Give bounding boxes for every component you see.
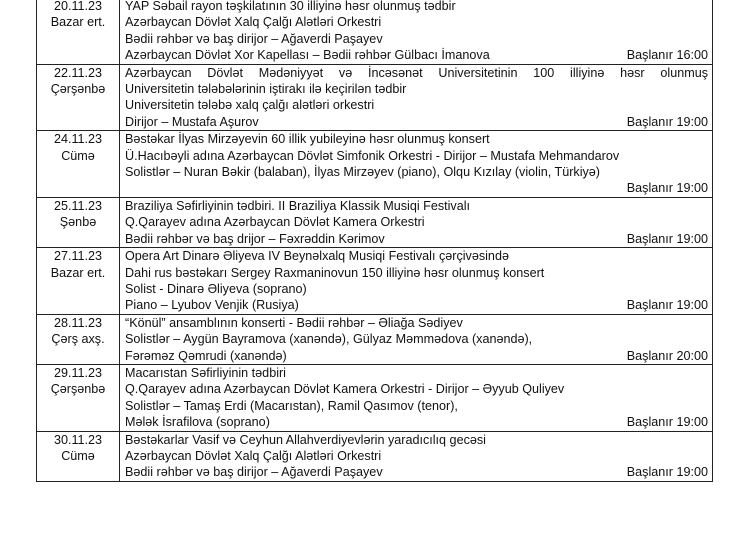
event-date: 25.11.23	[53, 198, 103, 213]
event-weekday: Bazar ert.	[50, 265, 106, 280]
date-cell	[37, 364, 120, 431]
event-line: Universitetin tələbələrinin iştirakı ilə keçirilən tədbir	[125, 82, 407, 97]
date-cell	[37, 0, 120, 64]
concert-schedule-table	[36, 0, 713, 482]
event-last-line	[125, 348, 708, 364]
event-line: Bədii rəhbər və baş drijor – Fəxrəddin Kərimov	[125, 231, 385, 246]
date-cell	[37, 431, 120, 481]
event-line: Azərbaycan Dövlət Xor Kapellası – Bədii rəhbər Gülbacı İmanova	[125, 48, 490, 63]
start-time: Başlanır 19:00	[626, 465, 708, 480]
event-cell	[120, 64, 713, 131]
event-line: Q.Qarayev adına Azərbaycan Dövlət Kamera Orkestri - Dirijor – Əyyub Quliyev	[125, 382, 565, 397]
start-time: Başlanır 20:00	[626, 348, 708, 363]
event-last-line	[125, 47, 708, 63]
event-line: Solist - Dinarə Əliyeva (soprano)	[125, 281, 307, 296]
event-cell	[120, 197, 713, 247]
table-row	[37, 431, 713, 481]
start-time: Başlanır 16:00	[626, 48, 708, 63]
event-date: 24.11.23	[53, 132, 103, 147]
table-row	[37, 364, 713, 431]
date-cell	[37, 64, 120, 131]
event-weekday: Şənbə	[59, 215, 97, 230]
event-line: Ü.Hacıbəyli adına Azərbaycan Dövlət Simfonik Orkestri - Dirijor – Mustafa Mehmandarov	[125, 148, 620, 163]
event-date: 29.11.23	[53, 365, 103, 380]
event-line: YAP Səbail rayon təşkilatının 30 illiyinə həsr olunmuş tədbir	[125, 0, 456, 13]
event-last-line	[125, 297, 708, 313]
table-row	[37, 314, 713, 364]
event-line: Q.Qarayev adına Azərbaycan Dövlət Kamera Orkestri	[125, 215, 425, 230]
event-line: Solistlər – Nuran Bəkir (balaban), İlyas Mirzəyev (piano), Olqu Kızılay (violin, Türkiyə)	[125, 165, 601, 180]
event-line: Mələk İsrafilova (soprano)	[125, 415, 270, 430]
event-date: 20.11.23	[53, 0, 103, 13]
event-last-line	[125, 231, 708, 247]
event-line: Solistlər – Tamaş Erdi (Macarıstan), Ramil Qasımov (tenor),	[125, 398, 458, 413]
event-date: 30.11.23	[53, 432, 103, 447]
event-last-line	[125, 114, 708, 130]
event-line: Bəstəkarlar Vasif və Ceyhun Allahverdiyevlərin yaradıcılıq gecəsi	[125, 432, 486, 447]
table-row	[37, 248, 713, 315]
event-last-line	[125, 464, 708, 480]
event-weekday: Cümə	[61, 448, 95, 463]
event-line: Bədii rəhbər və baş dirijor – Ağaverdi Paşayev	[125, 465, 383, 480]
event-cell	[120, 0, 713, 64]
date-cell	[37, 197, 120, 247]
date-cell	[37, 248, 120, 315]
event-cell	[120, 431, 713, 481]
event-last-line	[125, 414, 708, 430]
event-weekday: Bazar ert.	[50, 15, 106, 30]
event-line: Azərbaycan Dövlət Xalq Çalğı Alətləri Orkestri	[125, 15, 382, 30]
start-time: Başlanır 19:00	[626, 231, 708, 246]
event-line: Piano – Lyubov Venjik (Rusiya)	[125, 298, 299, 313]
start-time: Başlanır 19:00	[626, 298, 708, 313]
event-line: Solistlər – Aygün Bayramova (xanəndə), Gülyaz Məmmədova (xanəndə),	[125, 332, 533, 347]
date-cell	[37, 314, 120, 364]
event-date: 27.11.23	[53, 249, 103, 264]
event-cell	[120, 248, 713, 315]
event-line: Bəstəkar İlyas Mirzəyevin 60 illik yubileyinə həsr olunmuş konsert	[125, 132, 490, 147]
event-line: Macarıstan Səfirliyinin tədbiri	[125, 365, 286, 380]
event-date: 28.11.23	[53, 315, 103, 330]
event-cell	[120, 364, 713, 431]
event-line: Bədii rəhbər və baş dirijor – Ağaverdi Paşayev	[125, 31, 383, 46]
event-weekday: Çərş axş.	[51, 332, 105, 347]
event-line: Azərbaycan Dövlət Xalq Çalğı Alətləri Orkestri	[125, 448, 382, 463]
start-time: Başlanır 19:00	[626, 114, 708, 129]
event-date: 22.11.23	[53, 65, 103, 80]
table-row	[37, 0, 713, 64]
event-weekday: Çərşənbə	[50, 82, 106, 97]
table-row	[37, 131, 713, 198]
table-row	[37, 64, 713, 131]
event-weekday: Cümə	[61, 148, 95, 163]
start-time: Başlanır 19:00	[626, 181, 708, 196]
event-line: Universitetin tələbə xalq çalğı alətləri orkestri	[125, 98, 375, 113]
event-line: Dahi rus bəstəkarı Sergey Raxmaninovun 150 illiyinə həsr olunmuş konsert	[125, 265, 545, 280]
event-line: “Könül” ansamblının konserti - Bədii rəhbər – Əliağa Sədiyev	[125, 315, 463, 330]
event-cell	[120, 314, 713, 364]
event-line: Azərbaycan Dövlət Mədəniyyət və İncəsənət Universitetinin 100 illiyinə həsr olunmuş	[125, 65, 708, 80]
start-time: Başlanır 19:00	[626, 415, 708, 430]
event-line: Braziliya Səfirliyinin tədbiri. II Braziliya Klassik Musiqi Festivalı	[125, 198, 471, 213]
event-line: Fərəməz Qəmrudi (xanəndə)	[125, 348, 287, 363]
table-row	[37, 197, 713, 247]
event-cell	[120, 131, 713, 198]
event-weekday: Çərşənbə	[50, 382, 106, 397]
date-cell	[37, 131, 120, 198]
event-line: Dirijor – Mustafa Aşurov	[125, 114, 259, 129]
event-line: Opera Art Dinarə Əliyeva IV Beynəlxalq Musiqi Festivalı çərçivəsində	[125, 249, 509, 264]
